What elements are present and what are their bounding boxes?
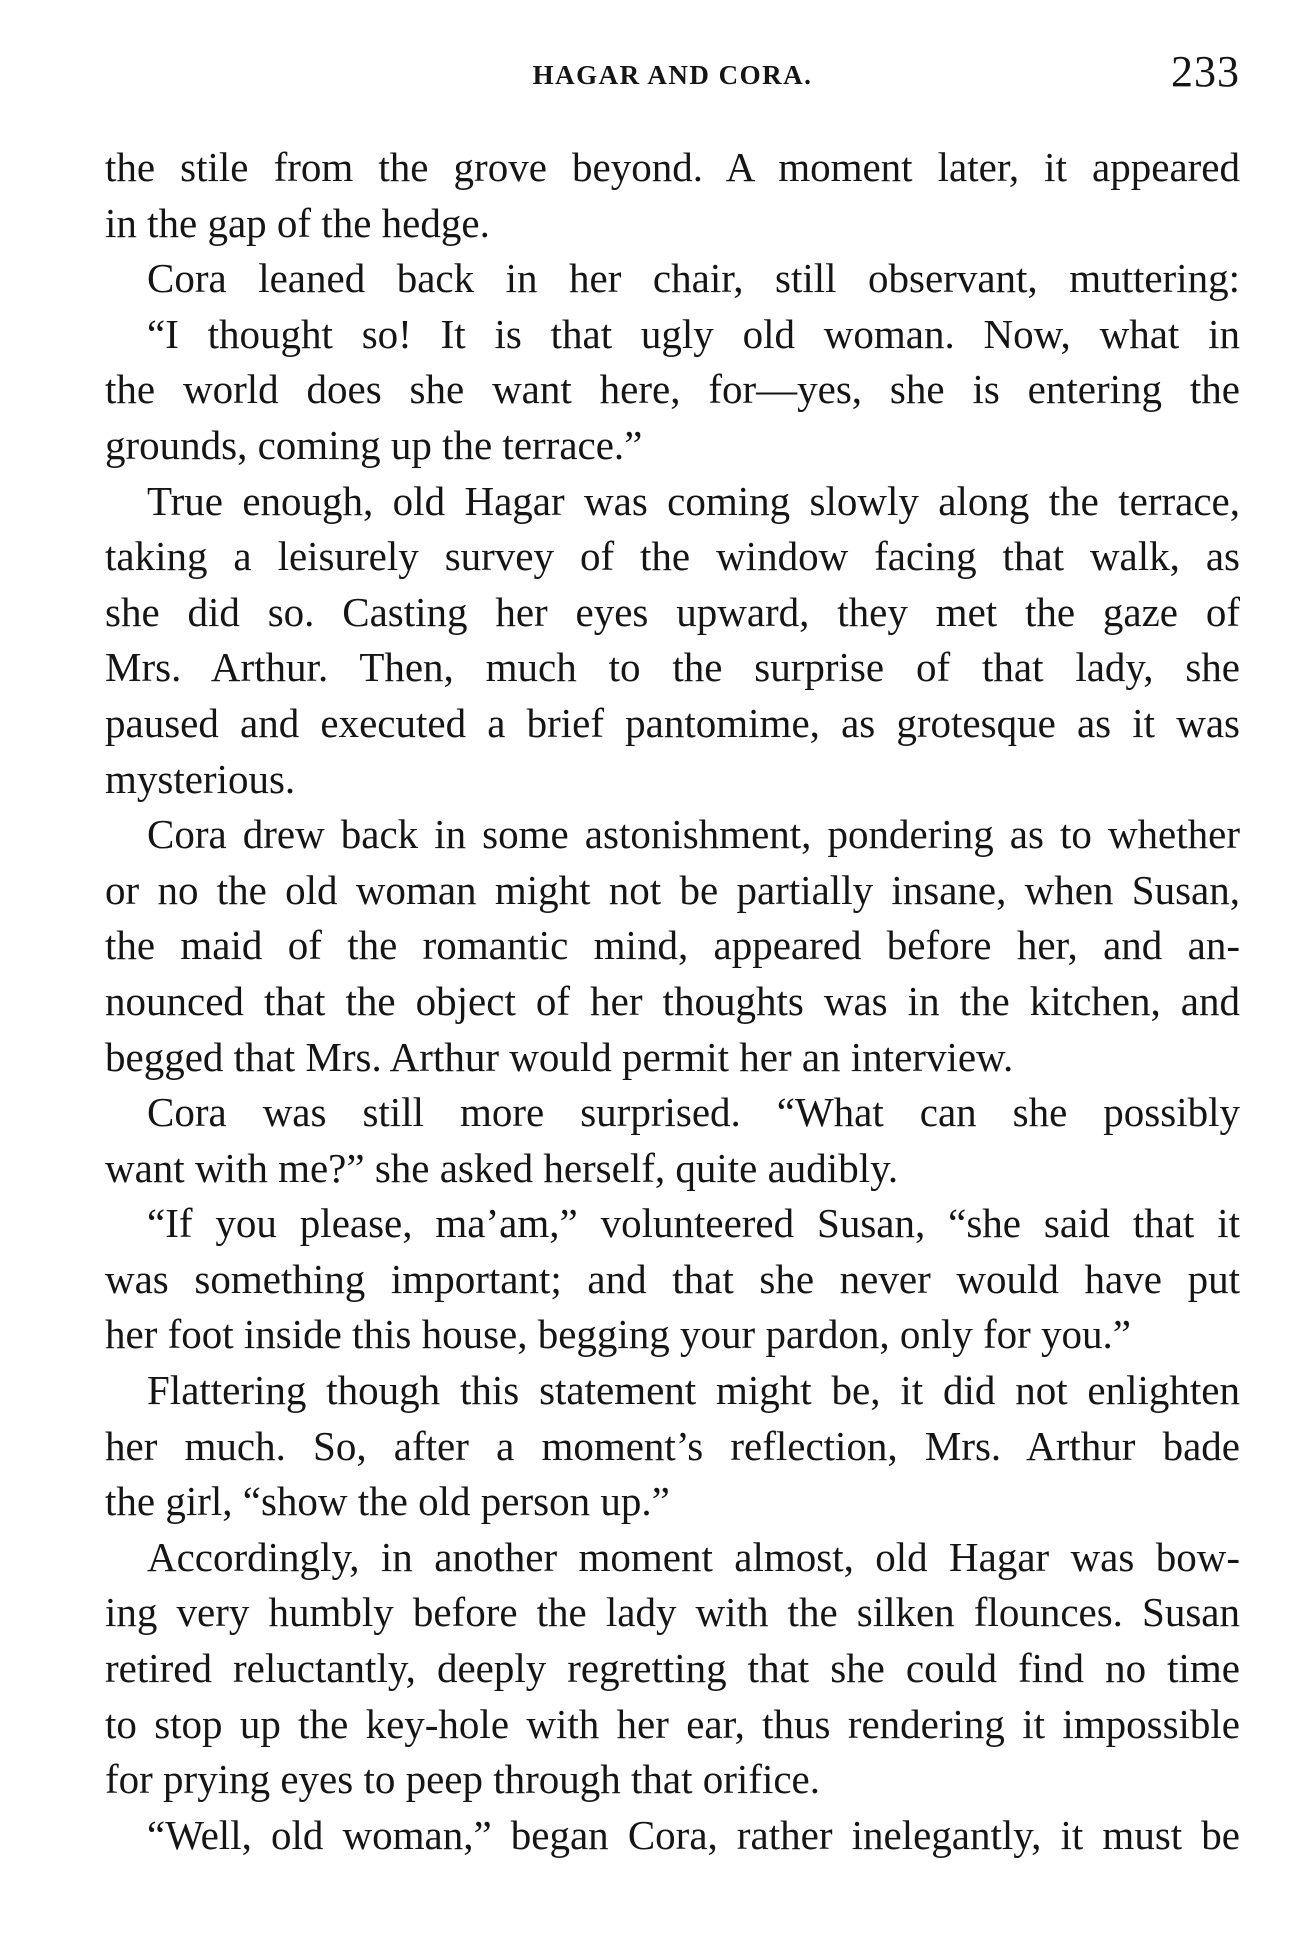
running-title: HAGAR AND CORA.	[532, 60, 813, 90]
text-line: Mrs. Arthur. Then, much to the surprise of that lady, she	[105, 644, 1240, 691]
text-line: her much. So, after a moment’s reflection, Mrs. Arthur bade	[105, 1422, 1240, 1469]
text-line: paused and executed a brief pantomime, as grotesque as it was	[105, 699, 1240, 746]
text-line: in the gap of the hedge.	[105, 199, 490, 246]
text-line: taking a leisurely survey of the window facing that walk, as	[105, 533, 1240, 580]
text-line: begged that Mrs. Arthur would permit her an interview.	[105, 1033, 1014, 1080]
text-line: “I thought so! It is that ugly old woman. Now, what in	[147, 310, 1240, 357]
text-line: for prying eyes to peep through that orifice.	[105, 1756, 820, 1803]
text-line: True enough, old Hagar was coming slowly along the terrace,	[147, 477, 1240, 524]
text-line: to stop up the key-hole with her ear, thus rendering it impossible	[105, 1700, 1240, 1747]
text-line: grounds, coming up the terrace.”	[105, 421, 643, 468]
text-line: was something important; and that she never would have put	[105, 1255, 1240, 1302]
body-text	[105, 140, 1240, 1863]
text-line: Cora drew back in some astonishment, pondering as to whether	[147, 811, 1240, 858]
text-line: “If you please, ma’am,” volunteered Susan, “she said that it	[147, 1200, 1240, 1247]
text-line: the girl, “show the old person up.”	[105, 1478, 670, 1525]
text-line: mysterious.	[105, 755, 296, 802]
running-head	[105, 46, 1240, 106]
text-line: “Well, old woman,” began Cora, rather inelegantly, it must be	[147, 1811, 1240, 1858]
text-line: Flattering though this statement might be, it did not enlighten	[147, 1367, 1240, 1414]
text-line: or no the old woman might not be partially insane, when Susan,	[105, 866, 1240, 913]
text-line: Accordingly, in another moment almost, old Hagar was bow-	[147, 1533, 1240, 1580]
text-line: her foot inside this house, begging your pardon, only for you.”	[105, 1311, 1131, 1358]
text-line: the world does she want here, for—yes, she is entering the	[105, 366, 1240, 413]
text-line: Cora leaned back in her chair, still observant, muttering:	[147, 255, 1240, 302]
text-line: Cora was still more surprised. “What can she possibly	[147, 1089, 1240, 1136]
text-line: retired reluctantly, deeply regretting that she could find no time	[105, 1645, 1240, 1692]
text-line: the maid of the romantic mind, appeared before her, and an-	[105, 922, 1240, 969]
text-line: nounced that the object of her thoughts was in the kitchen, and	[105, 977, 1240, 1024]
text-line: she did so. Casting her eyes upward, they met the gaze of	[105, 588, 1240, 635]
text-line: the stile from the grove beyond. A moment later, it appeared	[105, 144, 1240, 190]
page-number: 233	[1171, 47, 1240, 96]
text-line: want with me?” she asked herself, quite audibly.	[105, 1144, 899, 1191]
text-line: ing very humbly before the lady with the silken flounces. Susan	[105, 1589, 1240, 1636]
